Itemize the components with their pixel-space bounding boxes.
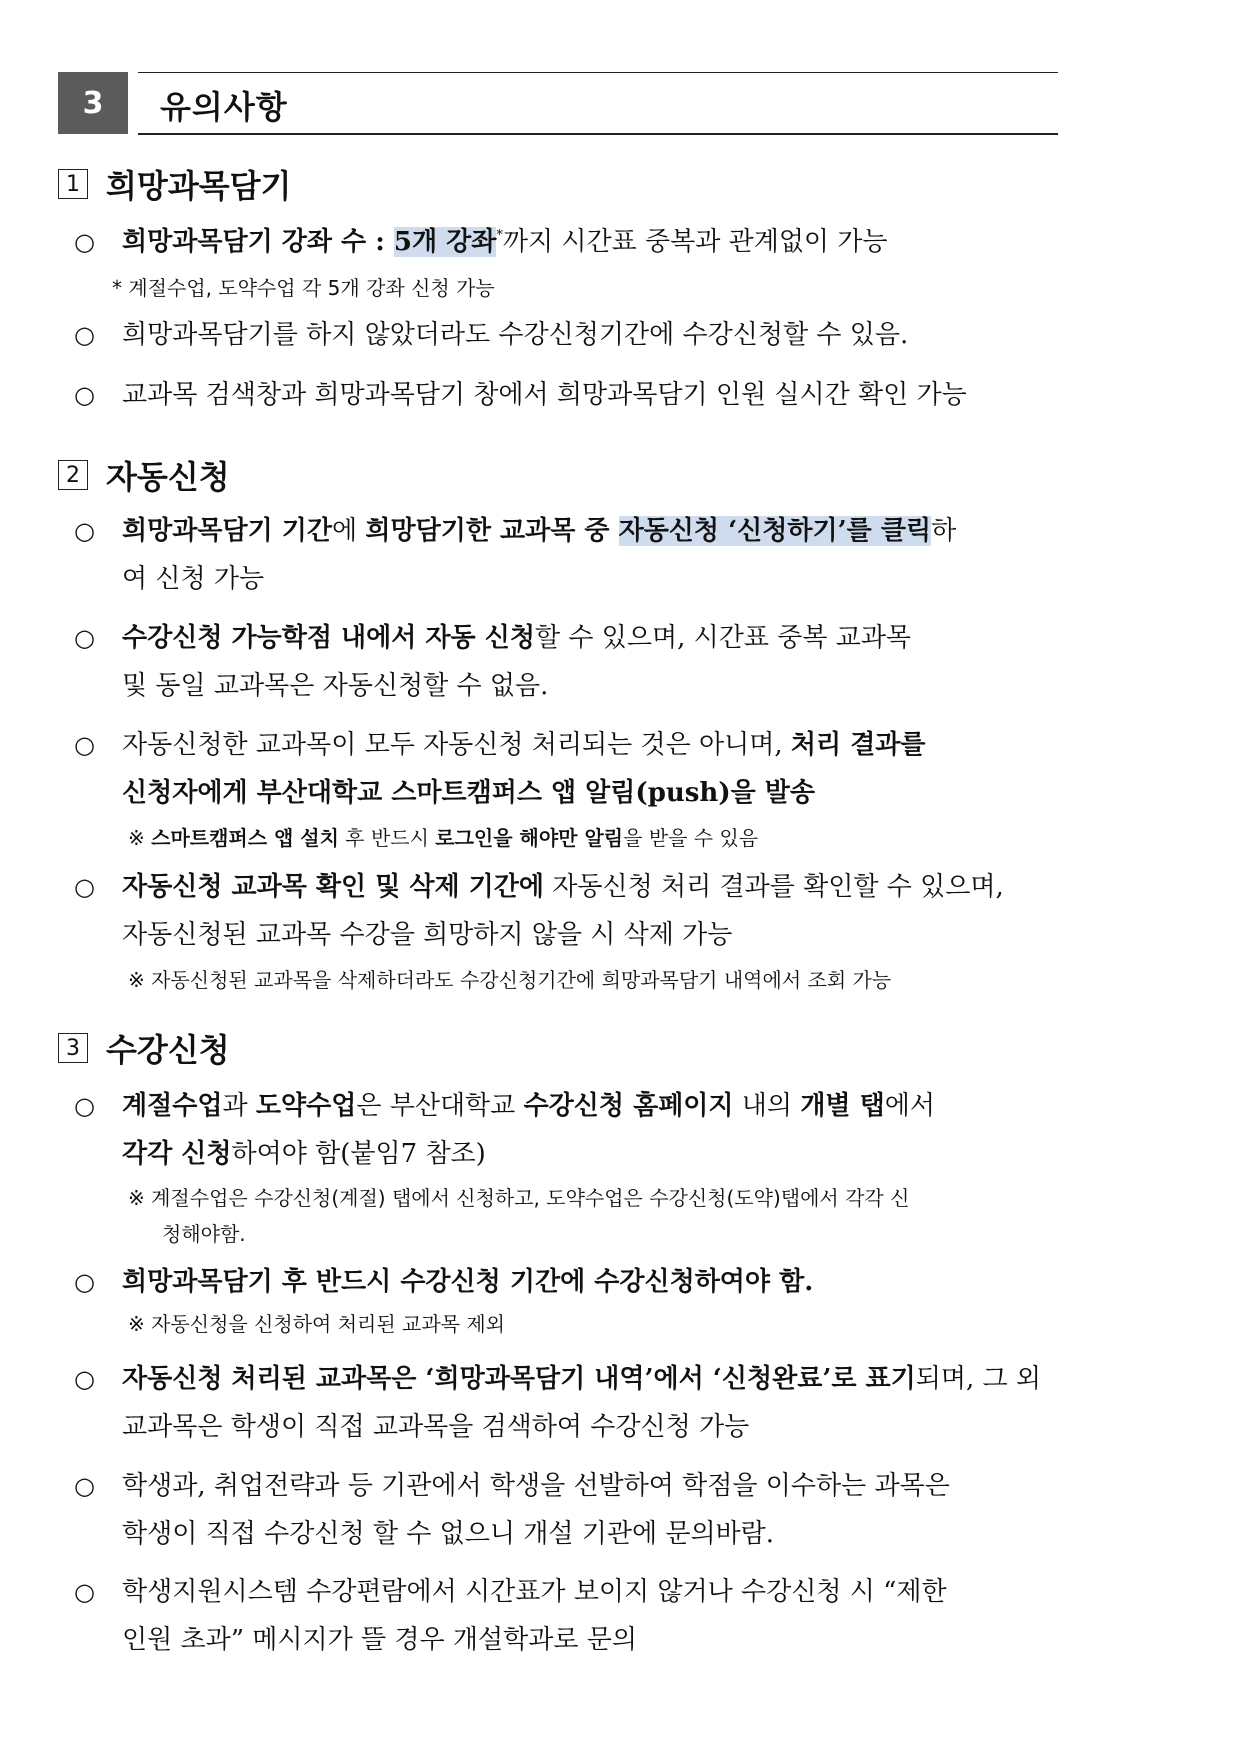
item-text — [122, 1258, 1184, 1306]
plain-text: 자동신청한 교과목이 모두 자동신청 처리되는 것은 아니며, — [122, 730, 791, 760]
bullet-icon: ○ — [74, 1092, 95, 1120]
footnote: ※ 자동신청된 교과목을 삭제하더라도 수강신청기간에 희망과목담기 내역에서 조회 가능 — [128, 968, 892, 992]
section-number: 3 — [58, 72, 128, 134]
bullet-icon: ○ — [74, 873, 95, 901]
subsection-title: 희망과목담기 — [106, 167, 292, 205]
bold-text: 희망담기한 교과목 중 — [365, 516, 619, 546]
plain-text: 및 동일 교과목은 자동신청할 수 없음. — [122, 671, 549, 701]
subsection-heading-3 — [58, 1025, 230, 1071]
bold-text: 로그인을 해야만 알림 — [435, 826, 624, 850]
subsection-title: 수강신청 — [106, 1031, 230, 1069]
bold-text: 희망과목담기 기간 — [122, 516, 332, 546]
bold-text: 희망과목담기 강좌 수 : — [122, 227, 394, 257]
bullet-icon: ○ — [74, 1365, 95, 1393]
bullet-icon: ○ — [74, 1578, 95, 1606]
footnote-mark: * — [496, 228, 503, 243]
subsection-title: 자동신청 — [106, 458, 230, 496]
subsection-number-box: 2 — [58, 460, 88, 490]
item-text — [122, 614, 1184, 710]
footnote: ※ 계절수업은 수강신청(계절) 탭에서 신청하고, 도약수업은 수강신청(도약)탭에서 각각 신 — [128, 1186, 910, 1210]
item-text: 희망과목담기를 하지 않았더라도 수강신청기간에 수강신청할 수 있음. — [122, 320, 909, 350]
footnote: ※ 자동신청을 신청하여 처리된 교과목 제외 — [128, 1312, 505, 1336]
plain-text: 과 — [222, 1091, 256, 1121]
bold-text: 수강신청 홈페이지 — [523, 1091, 734, 1121]
item-text — [122, 1082, 1184, 1178]
section-title: 유의사항 — [160, 88, 288, 126]
bullet-icon: ○ — [74, 731, 95, 759]
highlighted-text: 자동신청 ‘신청하기’를 클릭 — [618, 516, 932, 546]
subsection-heading-1 — [58, 161, 291, 207]
item-text — [122, 721, 1184, 817]
bullet-icon: ○ — [74, 228, 95, 256]
header-rule-top — [138, 72, 1058, 73]
item-text — [122, 1568, 1184, 1664]
plain-text: 내의 — [733, 1091, 801, 1121]
plain-text: 에서 — [884, 1091, 935, 1121]
plain-text: 되며, 그 외 — [915, 1364, 1042, 1394]
plain-text: 자동신청된 교과목 수강을 희망하지 않을 시 삭제 가능 — [122, 920, 733, 950]
bold-text: 도약수업 — [255, 1091, 357, 1121]
plain-text: 학생이 직접 수강신청 할 수 없으니 개설 기관에 문의바람. — [122, 1519, 775, 1549]
subsection-number-box: 3 — [58, 1033, 88, 1063]
plain-text: 까지 시간표 중복과 관계없이 가능 — [502, 227, 888, 257]
plain-text: 후 반드시 — [338, 826, 436, 850]
header-rule-bottom — [138, 133, 1058, 135]
subsection-number-box: 1 — [58, 169, 88, 199]
plain-text: 여 신청 가능 — [122, 564, 265, 594]
footnote-continuation: 청해야함. — [162, 1222, 246, 1246]
footnote: * 계절수업, 도약수업 각 5개 강좌 신청 가능 — [112, 276, 495, 300]
bullet-icon: ○ — [74, 624, 95, 652]
plain-text: 자동신청 처리 결과를 확인할 수 있으며, — [544, 872, 1004, 902]
bold-text: 수강신청 가능학점 내에서 자동 신청 — [122, 623, 535, 653]
bold-text: 자동신청 교과목 확인 및 삭제 기간에 — [122, 872, 544, 902]
note-mark: ※ — [128, 826, 152, 850]
plain-text: 하여야 함(붙임7 참조) — [231, 1139, 486, 1169]
plain-text: 교과목은 학생이 직접 교과목을 검색하여 수강신청 가능 — [122, 1412, 750, 1442]
item-text — [122, 1355, 1184, 1451]
plain-text: 할 수 있으며, 시간표 중복 교과목 — [534, 623, 912, 653]
item-text — [122, 218, 1184, 266]
bold-text: 처리 결과를 — [790, 730, 926, 760]
bold-text: 개별 탭 — [800, 1091, 885, 1121]
item-text: 교과목 검색창과 희망과목담기 창에서 희망과목담기 인원 실시간 확인 가능 — [122, 380, 967, 410]
plain-text: 인원 초과” 메시지가 뜰 경우 개설학과로 문의 — [122, 1625, 637, 1655]
bullet-icon: ○ — [74, 381, 95, 409]
subsection-heading-2 — [58, 452, 230, 498]
plain-text: 을 받을 수 있음 — [623, 826, 759, 850]
footnote — [128, 820, 758, 856]
bold-text: 각각 신청 — [122, 1139, 232, 1169]
plain-text: 학생지원시스템 수강편람에서 시간표가 보이지 않거나 수강신청 시 “제한 — [122, 1577, 947, 1607]
bullet-icon: ○ — [74, 321, 95, 349]
section-header — [58, 72, 1058, 134]
plain-text: 학생과, 취업전략과 등 기관에서 학생을 선발하여 학점을 이수하는 과목은 — [122, 1471, 950, 1501]
bold-text: 희망과목담기 후 반드시 수강신청 기간에 수강신청하여야 함. — [122, 1267, 814, 1297]
bold-text: 신청자에게 부산대학교 스마트캠퍼스 앱 알림(push)을 발송 — [122, 778, 816, 808]
bullet-icon: ○ — [74, 1268, 95, 1296]
plain-text: 하 — [931, 516, 957, 546]
bold-text: 계절수업 — [122, 1091, 223, 1121]
highlighted-text: 5개 강좌 — [393, 227, 497, 257]
bullet-icon: ○ — [74, 517, 95, 545]
item-text — [122, 1462, 1184, 1558]
bold-text: 자동신청 처리된 교과목은 ‘희망과목담기 내역’에서 ‘신청완료’로 표기 — [122, 1364, 916, 1394]
item-text — [122, 507, 1184, 603]
plain-text: 은 부산대학교 — [356, 1091, 524, 1121]
bullet-icon: ○ — [74, 1472, 95, 1500]
bold-text: 스마트캠퍼스 앱 설치 — [151, 826, 339, 850]
item-text — [122, 863, 1184, 959]
plain-text: 에 — [331, 516, 366, 546]
